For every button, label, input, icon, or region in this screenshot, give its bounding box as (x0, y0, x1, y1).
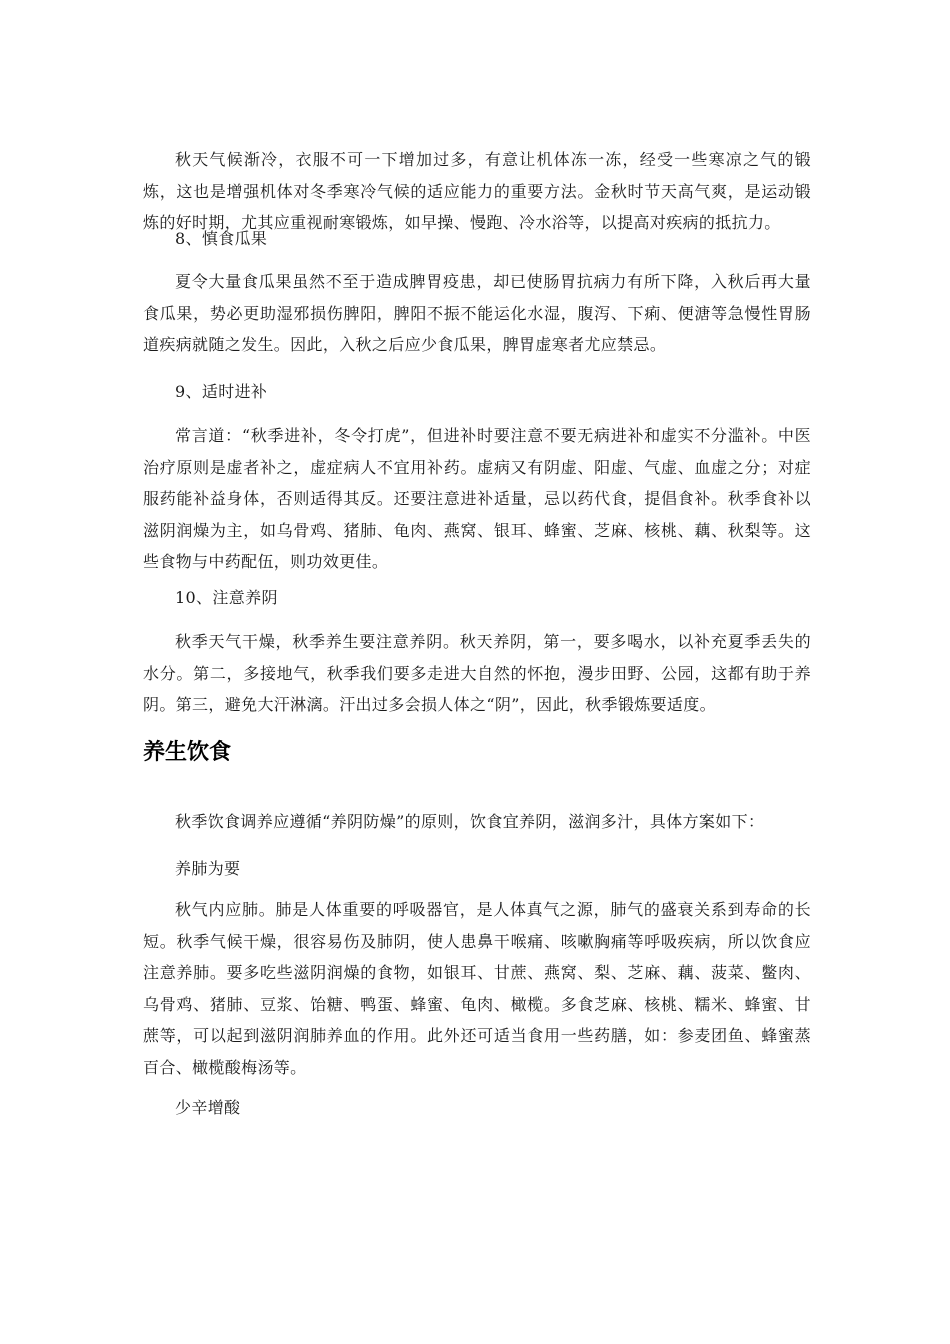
paragraph-fruits: 夏令大量食瓜果虽然不至于造成脾胃疫患，却已使肠胃抗病力有所下降，入秋后再大量食瓜果，势必更助湿邪损伤脾阳，脾阳不振不能运化水湿，腹泻、下痢、便溏等急慢性胃肠道疾病就随之发生。因此，入秋之后应少食瓜果，脾胃虚寒者尤应禁忌。 (143, 272, 811, 354)
paragraph-yin: 秋季天气干燥，秋季养生要注意养阴。秋天养阴，第一，要多喝水，以补充夏季丢失的水分。第二，多接地气，秋季我们要多走进大自然的怀抱，漫步田野、公园，这都有助于养阴。第三，避免大汗淋漓。汗出过多会损人体之“阴”，因此，秋季锻炼要适度。 (143, 632, 811, 714)
subheading-9-tonify: 9、适时进补 (175, 382, 268, 401)
subheading-less-spicy: 少辛增酸 (175, 1098, 241, 1117)
paragraph-lung: 秋气内应肺。肺是人体重要的呼吸器官，是人体真气之源，肺气的盛衰关系到寿命的长短。秋季气候干燥，很容易伤及肺阴，使人患鼻干喉痛、咳嗽胸痛等呼吸疾病，所以饮食应注意养肺。要多吃些滋阴润燥的食物，如银耳、甘蔗、燕窝、梨、芝麻、藕、菠菜、鳖肉、乌骨鸡、猪肺、豆浆、饴糖、鸭蛋、蜂蜜、龟肉、橄榄。多食芝麻、核桃、糯米、蜂蜜、甘蔗等，可以起到滋阴润肺养血的作用。此外还可适当食用一些药膳，如：参麦团鱼、蜂蜜蒸百合、橄榄酸梅汤等。 (143, 900, 811, 1077)
subheading-10-yin: 10、注意养阴 (175, 588, 278, 607)
subheading-lung: 养肺为要 (175, 859, 241, 878)
paragraph-diet-intro: 秋季饮食调养应遵循“养阴防燥”的原则，饮食宜养阴，滋润多汁，具体方案如下： (175, 812, 765, 831)
paragraph-tonify: 常言道：“秋季进补，冬令打虎”，但进补时要注意不要无病进补和虚实不分滥补。中医治疗原则是虚者补之，虚症病人不宜用补药。虚病又有阴虚、阳虚、气虚、血虚之分；对症服药能补益身体，否则适得其反。还要注意进补适量，忌以药代食，提倡食补。秋季食补以滋阴润燥为主，如乌骨鸡、猪肺、龟肉、燕窝、银耳、蜂蜜、芝麻、核桃、藕、秋梨等。这些食物与中药配伍，则功效更佳。 (143, 426, 811, 571)
paragraph-autumn-cold-training: 秋天气候渐冷，衣服不可一下增加过多，有意让机体冻一冻，经受一些寒凉之气的锻炼，这也是增强机体对冬季寒冷气候的适应能力的重要方法。金秋时节天高气爽，是运动锻炼的好时期，尤其应重视耐寒锻炼，如早操、慢跑、冷水浴等，以提高对疾病的抵抗力。 (143, 150, 811, 232)
subheading-8-fruits: 8、慎食瓜果 (175, 229, 268, 248)
section-title-diet: 养生饮食 (143, 740, 232, 765)
